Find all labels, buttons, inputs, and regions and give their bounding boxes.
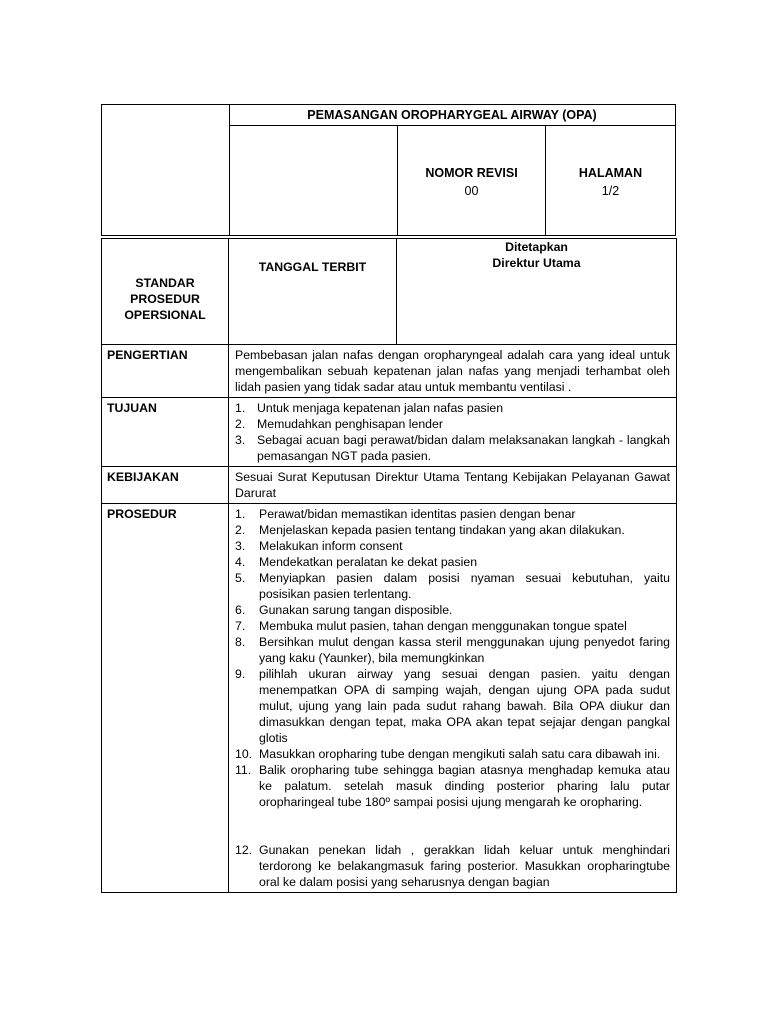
prosedur-label: PROSEDUR bbox=[102, 504, 229, 893]
revision-cell bbox=[398, 125, 546, 235]
document-number-cell bbox=[229, 125, 398, 235]
document-header bbox=[101, 104, 676, 236]
procedure-table bbox=[101, 238, 677, 893]
list-item: 1. Perawat/bidan memastikan identitas pasien dengan benar bbox=[235, 507, 576, 521]
pengertian-row bbox=[102, 345, 677, 398]
list-item: 7. Membuka mulut pasien, tahan dengan menggunakan tongue spatel bbox=[235, 619, 627, 633]
tujuan-label: TUJUAN bbox=[102, 398, 229, 467]
list-item: 12. Gunakan penekan lidah , gerakkan lidah keluar untuk menghindari terdorong ke belakangmasuk faring posterior. Masukkan oropharingtube oral ke dalam posisi yang seharusnya dengan bagian bbox=[235, 843, 670, 889]
logo-cell bbox=[102, 105, 230, 235]
revision-label: NOMOR REVISI bbox=[425, 166, 518, 180]
list-item: 9. pilihlah ukuran airway yang sesuai dengan pasien. yaitu dengan menempatkan OPA di samping wajah, dengan ujung OPA pada sudut mulut, ujung yang lain pada sudut rahang bawah. Bila OPA diukur dan dimasukkan dengan tepat, maka OPA akan tepat sejajar dengan pangkal glotis bbox=[235, 667, 670, 745]
page-value: 1/2 bbox=[601, 184, 620, 198]
spo-label: STANDAR PROSEDUR OPERSIONAL bbox=[102, 239, 229, 345]
meta-row bbox=[102, 239, 677, 345]
document-title: PEMASANGAN OROPHARYGEAL AIRWAY (OPA) bbox=[229, 105, 675, 126]
list-item: 3. Sebagai acuan bagi perawat/bidan dalam melaksanakan langkah - langkah pemasangan NGT pada pasien. bbox=[235, 433, 670, 463]
date-issued-label: TANGGAL TERBIT bbox=[229, 239, 397, 345]
list-item: 8. Bersihkan mulut dengan kassa steril menggunakan ujung penyedot faring yang kaku (Yaunker), bila memungkinkan bbox=[235, 635, 670, 665]
pengertian-text: Pembebasan jalan nafas dengan oropharyngeal adalah cara yang ideal untuk mengembalikan sebuah kepatenan jalan nafas yang menjadi terhambat oleh lidah pasien yang tidak sadar atau untuk membantu ventilasi . bbox=[229, 345, 677, 398]
revision-value: 00 bbox=[464, 184, 479, 198]
list-item: 5. Menyiapkan pasien dalam posisi nyaman sesuai kebutuhan, yaitu posisikan pasien terlentang. bbox=[235, 571, 670, 601]
pengertian-label: PENGERTIAN bbox=[102, 345, 229, 398]
list-item: 2. Menjelaskan kepada pasien tentang tindakan yang akan dilakukan. bbox=[235, 523, 625, 537]
kebijakan-label: KEBIJAKAN bbox=[102, 467, 229, 504]
kebijakan-row bbox=[102, 467, 677, 504]
prosedur-row bbox=[102, 504, 677, 893]
page-cell bbox=[546, 125, 675, 235]
kebijakan-text: Sesuai Surat Keputusan Direktur Utama Tentang Kebijakan Pelayanan Gawat Darurat bbox=[229, 467, 677, 504]
list-item: 6. Gunakan sarung tangan disposible. bbox=[235, 603, 453, 617]
approved-label: Ditetapkan bbox=[505, 240, 568, 254]
page-label: HALAMAN bbox=[578, 166, 643, 180]
list-gap bbox=[235, 810, 670, 842]
tujuan-list bbox=[229, 398, 677, 467]
approved-by: Direktur Utama bbox=[492, 256, 581, 270]
list-item: 1. Untuk menjaga kepatenan jalan nafas pasien bbox=[235, 401, 504, 415]
approval-cell bbox=[397, 239, 677, 345]
list-item: 10. Masukkan oropharing tube dengan mengikuti salah satu cara dibawah ini. bbox=[235, 747, 661, 761]
list-item: 3. Melakukan inform consent bbox=[235, 539, 403, 553]
prosedur-list bbox=[229, 504, 677, 893]
list-item: 11. Balik oropharing tube sehingga bagian atasnya menghadap kemuka atau ke palatum. setelah masuk dinding posterior pharing lalu putar oropharingeal tube 180º sampai posisi ujung mengarah ke oropharing. bbox=[235, 763, 670, 809]
tujuan-row bbox=[102, 398, 677, 467]
list-item: 2. Memudahkan penghisapan lender bbox=[235, 417, 443, 431]
list-item: 4. Mendekatkan peralatan ke dekat pasien bbox=[235, 555, 478, 569]
